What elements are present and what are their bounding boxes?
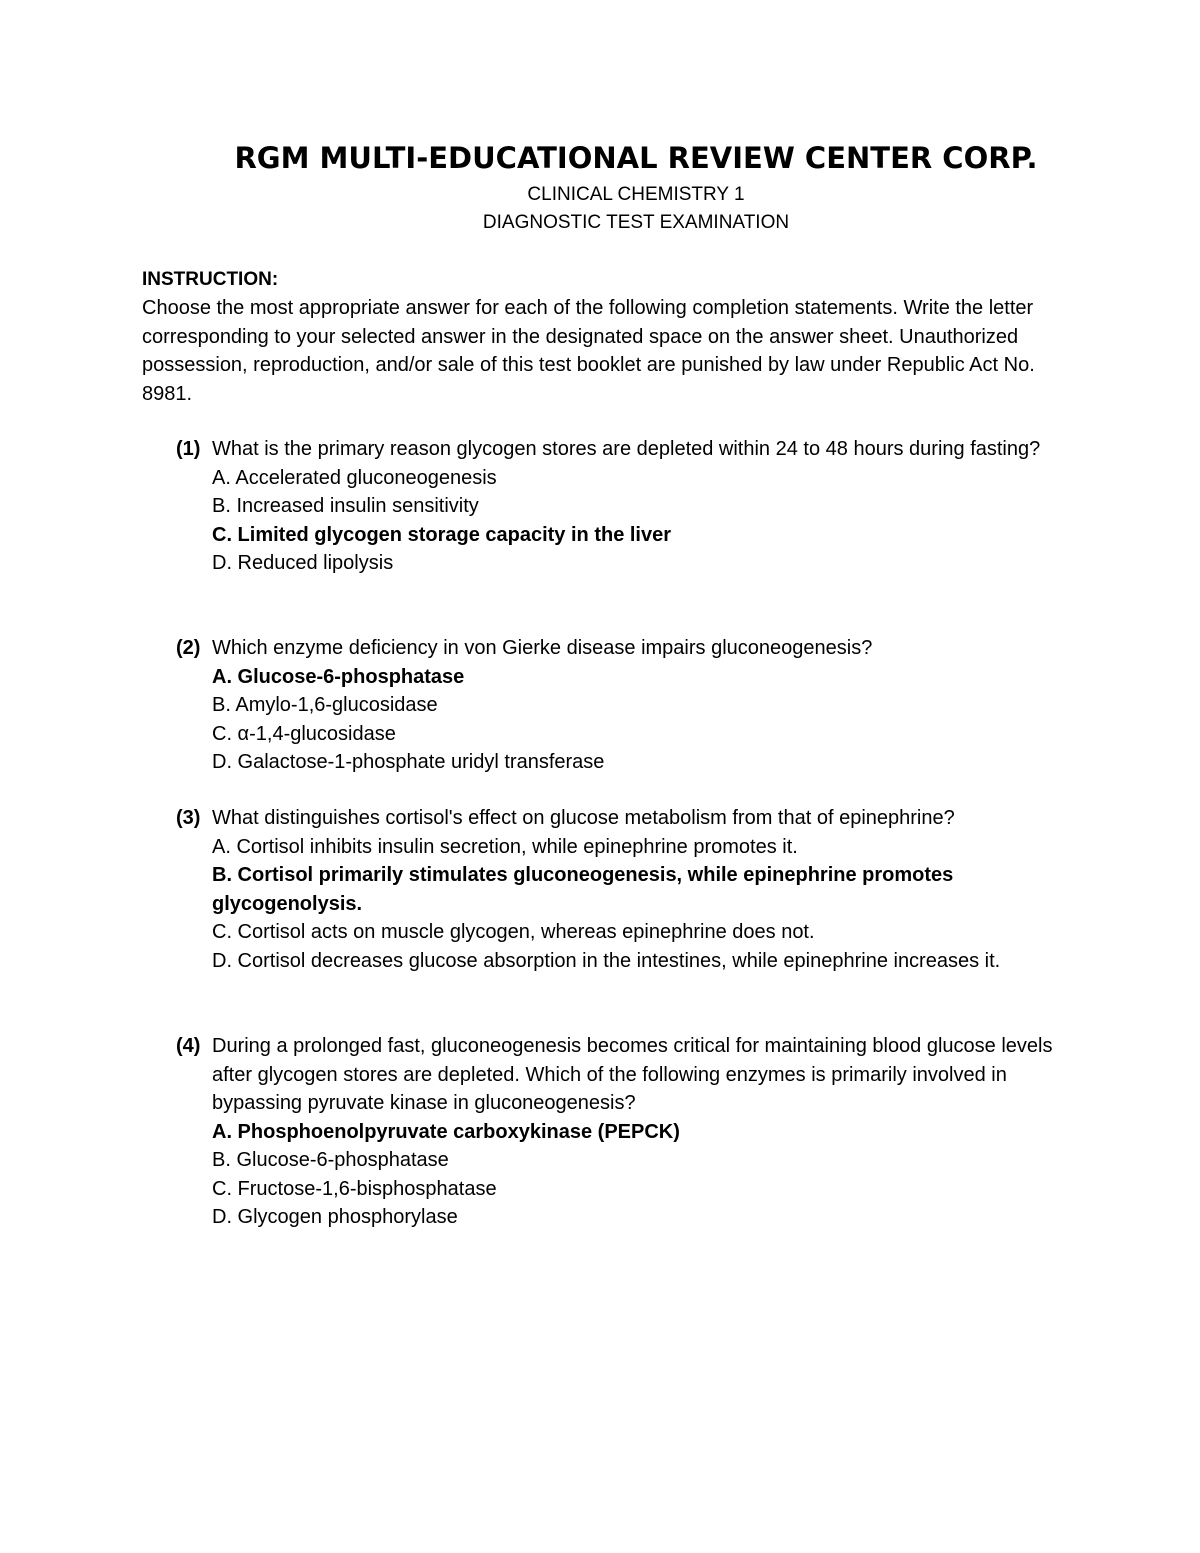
option-a: A. Cortisol inhibits insulin secretion, while epinephrine promotes it.: [212, 835, 798, 858]
option-b: B. Glucose-6-phosphatase: [212, 1149, 449, 1171]
question-text: Which enzyme deficiency in von Gierke disease impairs gluconeogenesis?: [212, 637, 873, 659]
question-number: (2): [176, 637, 201, 659]
option-b-answer: B. Cortisol primarily stimulates gluconeogenesis, while epinephrine promotes glycogenolysis.: [212, 864, 954, 915]
question-text: What distinguishes cortisol's effect on glucose metabolism from that of epinephrine?: [212, 807, 955, 829]
option-d: D. Galactose-1-phosphate uridyl transferase: [212, 751, 605, 773]
option-c-answer: C. Limited glycogen storage capacity in the liver: [212, 523, 672, 546]
option-list: [212, 663, 1066, 777]
question-2: [176, 634, 1066, 777]
institution-title: RGM MULTI-EDUCATIONAL REVIEW CENTER CORP.: [234, 141, 1038, 175]
option-list: [212, 464, 1066, 578]
option-a: A. Accelerated gluconeogenesis: [212, 466, 497, 489]
question-number: (1): [176, 438, 201, 460]
option-b: B. Amylo-1,6-glucosidase: [212, 694, 438, 716]
option-list: [212, 1118, 1066, 1232]
option-d: D. Reduced lipolysis: [212, 552, 394, 574]
question-text: What is the primary reason glycogen stores are depleted within 24 to 48 hours during fasting?: [212, 438, 1041, 460]
question-3: [176, 804, 1066, 975]
option-a-answer: A. Phosphoenolpyruvate carboxykinase (PEPCK): [212, 1120, 680, 1143]
option-d: D. Cortisol decreases glucose absorption in the intestines, while epinephrine increases it.: [212, 949, 1001, 972]
question-1: [176, 435, 1066, 578]
option-list: [212, 833, 1066, 976]
subject-title: CLINICAL CHEMISTRY 1: [527, 184, 745, 205]
instruction-heading: INSTRUCTION:: [142, 269, 279, 290]
option-a-answer: A. Glucose-6-phosphatase: [212, 665, 465, 688]
exam-type-title: DIAGNOSTIC TEST EXAMINATION: [482, 212, 790, 233]
instruction-text: Choose the most appropriate answer for each of the following completion statements. Write the letter corresponding to your selected answer in the designated space on the answer sheet. Unauthorized possession, reproduction, and/or sale of this test booklet are punished by law under Republic Act No. 8981.: [142, 297, 1035, 405]
option-b: B. Increased insulin sensitivity: [212, 495, 479, 517]
question-number: (3): [176, 807, 201, 829]
question-number: (4): [176, 1035, 201, 1057]
question-4: [176, 1032, 1066, 1232]
question-text: During a prolonged fast, gluconeogenesis becomes critical for maintaining blood glucose levels after glycogen stores are depleted. Which of the following enzymes is primarily involved in bypassing pyruvate kinase in gluconeogenesis?: [212, 1035, 1053, 1114]
option-c: C. Cortisol acts on muscle glycogen, whereas epinephrine does not.: [212, 921, 815, 943]
option-c: C. α-1,4-glucosidase: [212, 722, 396, 745]
option-c: C. Fructose-1,6-bisphosphatase: [212, 1177, 497, 1200]
option-d: D. Glycogen phosphorylase: [212, 1206, 458, 1228]
